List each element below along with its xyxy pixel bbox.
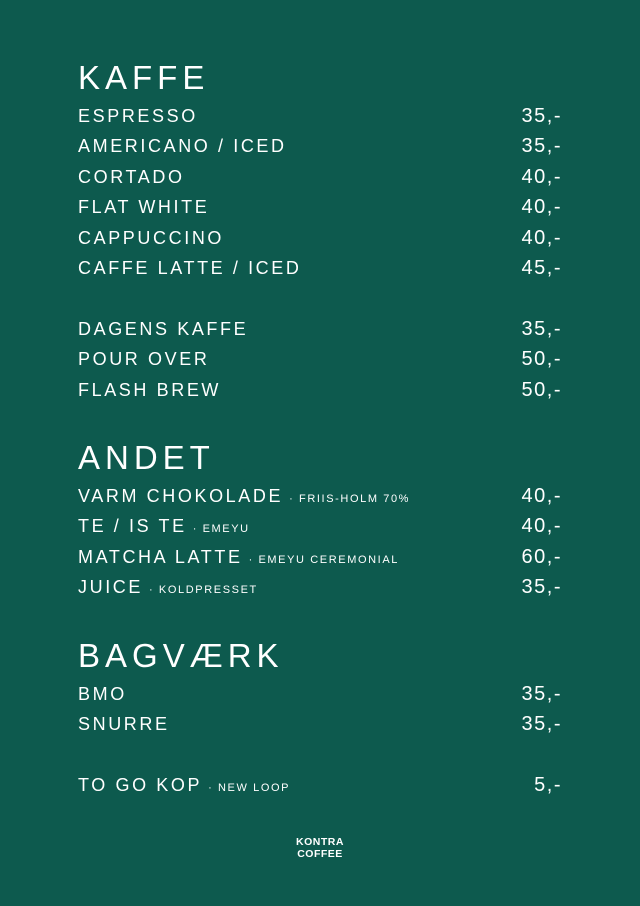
menu-item <box>78 162 562 192</box>
item-name: FLAT WHITE <box>78 197 210 218</box>
menu-item <box>78 131 562 161</box>
item-note: · NEW LOOP <box>208 782 291 795</box>
item-note: · EMEYU <box>192 523 250 536</box>
item-price: 40,- <box>521 165 562 188</box>
item-name: SNURRE <box>78 714 170 735</box>
menu-item <box>78 679 562 709</box>
item-name: FLASH BREW <box>78 379 222 400</box>
item-name: TO GO KOP · NEW LOOP <box>78 775 291 796</box>
item-name: DAGENS KAFFE <box>78 318 249 339</box>
item-name: CAFFE LATTE / ICED <box>78 257 302 278</box>
menu-item <box>78 375 562 405</box>
item-price: 40,- <box>521 226 562 249</box>
item-price: 35,- <box>521 135 562 158</box>
item-note: · KOLDPRESSET <box>149 584 258 597</box>
menu-item <box>78 709 562 739</box>
item-name: TE / IS TE · EMEYU <box>78 516 250 537</box>
item-name: CORTADO <box>78 166 185 187</box>
logo-line-1: KONTRA <box>296 836 344 848</box>
menu-item <box>78 481 562 511</box>
item-name: VARM CHOKOLADE · FRIIS-HOLM 70% <box>78 486 411 506</box>
to-go-item <box>78 770 562 800</box>
spacer <box>78 283 562 313</box>
menu-item <box>78 511 562 541</box>
menu-item <box>78 223 562 253</box>
kaffe-heading: KAFFE <box>78 59 210 96</box>
menu-item <box>78 101 562 131</box>
menu-item <box>78 542 562 572</box>
bagvaerk-section <box>78 636 562 801</box>
menu-item <box>78 572 562 602</box>
andet-heading: ANDET <box>78 439 215 476</box>
item-price: 50,- <box>521 348 562 371</box>
item-name: POUR OVER <box>78 349 210 370</box>
item-name: JUICE · KOLDPRESSET <box>78 577 258 598</box>
item-price: 35,- <box>521 105 562 127</box>
item-price: 35,- <box>521 576 562 599</box>
menu-item <box>78 192 562 222</box>
kontra-coffee-logo <box>0 836 640 860</box>
item-price: 40,- <box>521 485 562 507</box>
item-name: AMERICANO / ICED <box>78 136 287 157</box>
item-name: ESPRESSO <box>78 106 198 126</box>
item-price: 35,- <box>521 713 562 736</box>
item-price: 45,- <box>521 256 562 279</box>
menu-item <box>78 314 562 344</box>
andet-section <box>78 438 562 603</box>
item-price: 60,- <box>521 545 562 568</box>
item-price: 35,- <box>521 317 562 340</box>
item-price: 40,- <box>521 515 562 538</box>
item-note: · EMEYU CEREMONIAL <box>248 553 399 566</box>
item-note: · FRIIS-HOLM 70% <box>289 493 411 505</box>
menu-item <box>78 344 562 374</box>
kaffe-section <box>78 58 562 405</box>
item-price: 35,- <box>521 683 562 705</box>
item-price: 5,- <box>534 774 562 797</box>
item-price: 50,- <box>521 378 562 401</box>
menu-page <box>78 0 562 906</box>
spacer <box>78 740 562 770</box>
item-price: 40,- <box>521 196 562 219</box>
item-name: CAPPUCCINO <box>78 227 225 248</box>
logo-line-2: COFFEE <box>297 848 343 860</box>
menu-item <box>78 253 562 283</box>
item-name: BMO <box>78 684 127 704</box>
item-name: MATCHA LATTE · EMEYU CEREMONIAL <box>78 546 399 567</box>
bagvaerk-heading: BAGVÆRK <box>78 637 284 674</box>
